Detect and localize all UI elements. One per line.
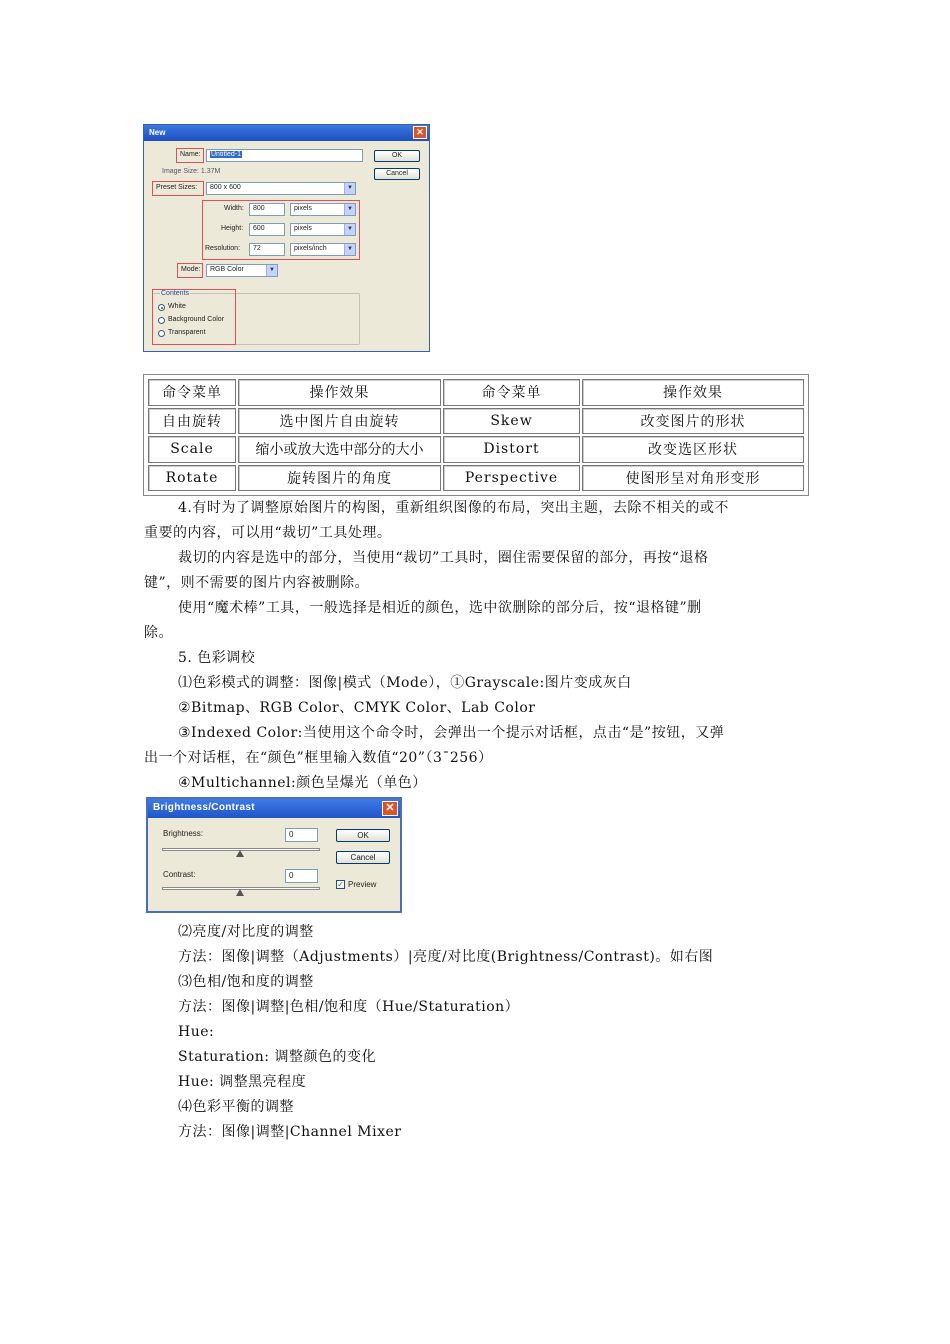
indexed-line2: 出一个对话框，在“颜色”框里输入数值“20”（3¯256） (144, 750, 493, 766)
resolution-input[interactable]: 72 (249, 243, 285, 256)
table-row (148, 465, 804, 492)
close-icon[interactable]: ✕ (382, 801, 398, 816)
contents-label: Contents (161, 290, 190, 297)
chevron-down-icon: ▼ (344, 244, 355, 255)
name-label: Name: (180, 151, 201, 158)
ok-button[interactable]: OK (336, 829, 390, 842)
ok-button[interactable]: OK (374, 150, 420, 162)
contents-white-label: White (168, 303, 186, 310)
table-cell: Skew (443, 408, 580, 435)
table-header-cell: 操作效果 (582, 379, 804, 406)
table-cell: 选中图片自由旋转 (238, 408, 441, 435)
table-cell: 自由旋转 (148, 408, 236, 435)
contrast-label: Contrast: (163, 870, 196, 879)
table-cell: Scale (148, 436, 236, 463)
new-dialog-titlebar (144, 125, 429, 141)
wand-paragraph-line1: 使用“魔术棒”工具，一般选择是相近的颜色，选中欲删除的部分后，按“退格键”删 (178, 600, 702, 616)
table-header-row (148, 379, 804, 406)
wand-paragraph-line2: 除。 (144, 625, 173, 641)
preset-sizes-label: Preset Sizes: (156, 184, 198, 191)
preview-label: Preview (348, 880, 377, 889)
preview-checkbox[interactable]: ✓ (337, 880, 344, 889)
bc-heading: ⑵亮度/对比度的调整 (178, 924, 314, 940)
new-dialog-title: New (149, 128, 166, 137)
command-table (143, 374, 809, 496)
staturation-line: Staturation: 调整颜色的变化 (178, 1049, 376, 1065)
table-cell: Rotate (148, 465, 236, 492)
contents-transparent-label: Transparent (168, 329, 206, 336)
mode-highlight (177, 263, 203, 278)
cancel-button[interactable]: Cancel (336, 851, 390, 864)
preset-highlight (152, 181, 204, 196)
table-header-cell: 操作效果 (238, 379, 441, 406)
new-dialog-screenshot (143, 124, 430, 352)
height-unit-select[interactable]: pixels ▼ (290, 223, 356, 236)
width-label: Width: (224, 205, 244, 212)
table-cell: 改变图片的形状 (582, 408, 804, 435)
table-header-cell: 命令菜单 (443, 379, 580, 406)
resolution-unit-select[interactable]: pixels/inch ▼ (290, 243, 356, 256)
width-unit-select[interactable]: pixels ▼ (290, 203, 356, 216)
table-cell: 旋转图片的角度 (238, 465, 441, 492)
chevron-down-icon: ▼ (344, 224, 355, 235)
crop-paragraph-line1: 裁切的内容是选中的部分，当使用“裁切”工具时，圈住需要保留的部分，再按“退格 (178, 550, 709, 566)
brightness-label: Brightness: (163, 829, 204, 838)
table-cell: 使图形呈对角形变形 (582, 465, 804, 492)
close-icon[interactable]: ✕ (413, 126, 427, 139)
brightness-contrast-dialog-screenshot (146, 797, 402, 913)
bc-method: 方法：图像|调整（Adjustments）|亮度/对比度(Brightness/Contrast)。如右图 (178, 949, 714, 965)
hs-heading: ⑶色相/饱和度的调整 (178, 974, 314, 990)
chevron-down-icon: ▼ (266, 265, 277, 276)
bc-dialog-titlebar (148, 799, 400, 818)
paragraph-4-line1: 4.有时为了调整原始图片的构图，重新组织图像的布局，突出主题，去除不相关的或不 (178, 500, 729, 516)
contents-background-radio[interactable] (158, 317, 165, 324)
bc-dialog-title: Brightness/Contrast (153, 802, 255, 813)
multichannel-line: ④Multichannel:颜色呈爆光（单色） (178, 775, 427, 791)
table-header-cell: 命令菜单 (148, 379, 236, 406)
command-table-grid (146, 377, 806, 493)
balance-method: 方法：图像|调整|Channel Mixer (178, 1124, 402, 1140)
table-row (148, 436, 804, 463)
table-row (148, 408, 804, 435)
contents-background-label: Background Color (168, 316, 225, 323)
brightness-input[interactable]: 0 (285, 828, 318, 842)
name-input[interactable]: Untitled-1 (206, 149, 363, 162)
contents-transparent-radio[interactable] (158, 330, 165, 337)
table-cell: 改变选区形状 (582, 436, 804, 463)
paragraph-4-line2: 重要的内容，可以用“裁切”工具处理。 (144, 525, 392, 541)
height-label: Height: (221, 225, 244, 232)
contrast-slider-handle[interactable] (236, 889, 244, 896)
crop-paragraph-line2: 键”，则不需要的图片内容被删除。 (144, 575, 370, 591)
bitmap-line: ②Bitmap、RGB Color、CMYK Color、Lab Color (178, 700, 536, 716)
balance-heading: ⑷色彩平衡的调整 (178, 1099, 294, 1115)
indexed-line1: ③Indexed Color:当使用这个命令时，会弹出一个提示对话框，点击“是”按钮，又弹 (178, 725, 725, 741)
table-cell: 缩小或放大选中部分的大小 (238, 436, 441, 463)
resolution-label: Resolution: (205, 245, 241, 252)
brightness-slider-handle[interactable] (236, 850, 244, 857)
hue-brightness-line: Hue: 调整黑亮程度 (178, 1074, 307, 1090)
contrast-input[interactable]: 0 (285, 869, 318, 883)
hs-method: 方法：图像|调整|色相/饱和度（Hue/Staturation） (178, 999, 520, 1015)
contents-white-radio[interactable] (158, 304, 165, 311)
chevron-down-icon: ▼ (344, 204, 355, 215)
cancel-button[interactable]: Cancel (374, 168, 420, 180)
mode-adjust-line: ⑴色彩模式的调整：图像|模式（Mode），①Grayscale:图片变成灰白 (178, 675, 632, 691)
preset-sizes-select[interactable]: 800 x 600 ▼ (206, 182, 356, 195)
section-5-heading: 5. 色彩调校 (178, 650, 256, 666)
table-cell: Distort (443, 436, 580, 463)
hue-line: Hue: (178, 1024, 215, 1040)
name-highlight (176, 148, 204, 163)
height-input[interactable]: 600 (249, 223, 285, 236)
mode-label: Mode: (181, 266, 201, 273)
width-input[interactable]: 800 (249, 203, 285, 216)
table-cell: Perspective (443, 465, 580, 492)
mode-select[interactable]: RGB Color ▼ (206, 264, 278, 277)
image-size-label: Image Size: 1.37M (162, 168, 221, 175)
chevron-down-icon: ▼ (344, 183, 355, 194)
